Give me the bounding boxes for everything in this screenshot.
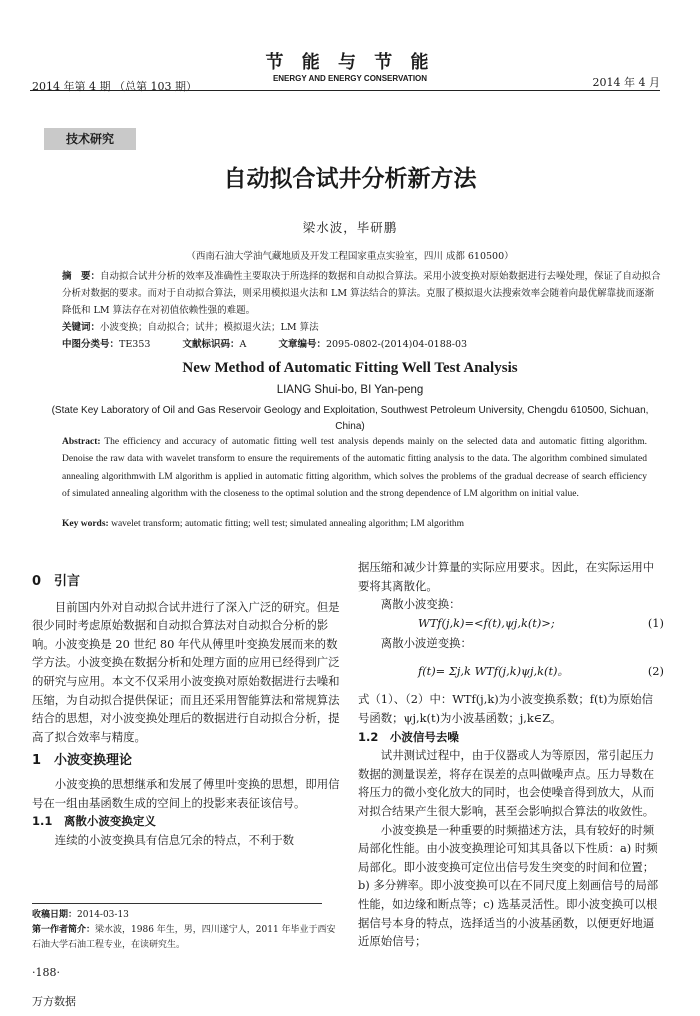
- footnote-rule: [32, 903, 322, 904]
- wavelet-theory-paragraph: 小波变换的思想继承和发展了傅里叶变换的思想，即用信号在一组由基函数生成的空间上的投影来表征该信号。: [32, 776, 340, 810]
- equation-1-number: (1): [647, 615, 664, 630]
- abstract-cn-text: 自动拟合试井分析的效率及准确性主要取决于所选择的数据和自动拟合算法。采用小波变换对原始数据进行去噪处理，保证了自动拟合分析对数据的要求。而对于自动拟合算法，则采用模拟退火法和 LM 算法结合的算法。克服了模拟退火法搜索效率会随着向最优解靠拢而逐渐降低和 LM 算法存在对初值依赖性强的难题。: [62, 271, 661, 316]
- keywords-cn-label: 关键词：: [62, 322, 101, 333]
- keywords-en-label: Key words:: [62, 519, 109, 529]
- author-bio-label: 第一作者简介：: [32, 925, 96, 935]
- author-bio: [32, 923, 342, 953]
- section-tag: 技术研究: [44, 128, 136, 150]
- issue-info: 2014 年第 4 期 （总第 103 期）: [32, 80, 197, 93]
- abstract-cn-label: 摘 要：: [62, 271, 101, 282]
- equation-2-body: f(t)= Σj,k WTf(j,k)ψj,k(t)。: [418, 664, 569, 679]
- idwt-label: 离散小波逆变换：: [380, 635, 472, 650]
- intro-paragraph: 目前国内外对自动拟合试井进行了深入广泛的研究。但是很少同时考虑原始数据和自动拟合算法对自动拟合分析的影响。小波变换是 20 世纪 80 年代从傅里叶变换发展而来的数学方法。小波变换在数据分析和处理方面的应用已经得到广泛的研究与应用。本文不仅采用小波变换对原始数据进行去噪和压缩，为自动拟合提供保证；而且还采用智能算法和常规算法结合的思想，对小波变换处理后的数据进行自动拟合分析，提高了拟合效率与精度。: [32, 599, 340, 744]
- heading-introduction: 0 引言: [32, 574, 81, 589]
- issue-date: 2014 年 4 月: [592, 76, 660, 89]
- equation-1-body: WTf(j,k)=<f(t),ψj,k(t)>;: [418, 615, 555, 630]
- authors-cn: 梁水波，毕研鹏: [302, 220, 398, 235]
- abstract-en: [62, 434, 647, 503]
- clc-value: TE353: [119, 339, 151, 350]
- abstract-en-text: The efficiency and accuracy of automatic fitting well test analysis depends mainly on the selected data and automatic fitting algorithm. Denoise the raw data with wavelet transform to ensure the requirements of the automatic fitting analysis to the data. The algorithm combined simulated annealing algorithmwith LM algorithm is applied in automatic fitting algorithm, which solves the problems of the gradual decrease of search efficiency of simulated annealing algorithm with the closeness to the optimal solution and the strong dependence of LM algorithm on initial value.: [62, 437, 647, 499]
- keywords-en-text: wavelet transform; automatic fitting; well test; simulated annealing algorithm; LM algorithm: [111, 519, 465, 529]
- clc-label: 中图分类号：: [62, 339, 120, 350]
- journal-title-en: ENERGY AND ENERGY CONSERVATION: [272, 74, 428, 83]
- dwt-label: 离散小波变换：: [380, 597, 461, 612]
- header-rule: [30, 90, 660, 91]
- abstract-en-label: Abstract:: [62, 437, 101, 447]
- article-id-value: 2095-0802-(2014)04-0188-03: [325, 339, 468, 350]
- article-id-label: 文章编号：: [278, 339, 326, 350]
- received-value: 2014-03-13: [77, 910, 129, 920]
- equation-1: [358, 614, 664, 634]
- doc-code-value: A: [239, 339, 247, 350]
- paper-title-cn: 自动拟合试井分析新方法: [223, 166, 477, 192]
- continued-paragraph: 据压缩和减少计算量的实际应用要求。因此，在实际运用中要将其离散化。: [358, 560, 655, 593]
- keywords-cn: [62, 319, 662, 336]
- denoise-paragraph-2: 小波变换是一种重要的时频描述方法，具有较好的时频局部化性能。由小波变换理论可知其具备以下性质：a) 时频局部化。即小波变换可定位出信号发生突变的时间和位置；b) 多分辨率。即小波变换可以在不同尺度上刻画信号的局部性能，如边缘和断点等；c) 选基灵活性。即小波变换可以根据信号本身的特点，选择适当的小波基函数，以便更好地逼近原始信号；: [358, 822, 659, 949]
- right-column: [358, 558, 664, 951]
- dwt-paragraph: 连续的小波变换具有信息冗余的特点，不利于数: [54, 832, 295, 847]
- received-label: 收稿日期：: [32, 910, 78, 920]
- equation-2-number: (2): [647, 664, 664, 679]
- authors-en: LIANG Shui-bo, BI Yan-peng: [276, 384, 424, 396]
- received-date: [32, 908, 342, 923]
- equation-explanation: 式（1）、（2）中：WTf(j,k)为小波变换系数；f(t)为原始信号函数；ψj,k(t)为小波基函数；j,k∈Z。: [358, 692, 654, 725]
- abstract-cn: [62, 268, 662, 319]
- author-bio-text: 梁水波，1986 年生，男，四川遂宁人，2011 年毕业于西安石油大学石油工程专业，在读研究生。: [32, 925, 336, 950]
- classification-cn: [62, 336, 662, 353]
- page-number: ·188·: [32, 966, 60, 979]
- keywords-cn-text: 小波变换；自动拟合；试井；模拟退火法；LM 算法: [100, 322, 319, 333]
- heading-wavelet-theory: 1 小波变换理论: [32, 753, 133, 769]
- affiliation-cn: （西南石油大学油气藏地质及开发工程国家重点实验室，四川 成都 610500）: [186, 251, 514, 262]
- doc-code-label: 文献标识码：: [182, 339, 240, 350]
- paper-title-en: New Method of Automatic Fitting Well Test Analysis: [182, 360, 518, 376]
- keywords-en: [62, 519, 662, 529]
- heading-dwt-definition: 1.1 离散小波变换定义: [32, 814, 156, 829]
- equation-2: [358, 656, 664, 690]
- affiliation-en: (State Key Laboratory of Oil and Gas Reservoir Geology and Exploitation, Southwest Petroleum University, Chengdu 610500, Sichuan, China): [51, 405, 649, 432]
- footnote: [32, 908, 342, 953]
- left-column: [32, 573, 340, 849]
- heading-wavelet-denoise: 1.2 小波信号去噪: [358, 729, 459, 744]
- journal-title-cn: 节 能 与 节 能: [265, 52, 435, 73]
- denoise-paragraph-1: 试井测试过程中，由于仪器或人为等原因，常引起压力数据的测量误差，将存在误差的点叫做噪声点。压力导数在将压力的微小变化放大的同时，也会使噪音得到放大，从而对拟合结果产生很大影响，甚至会影响拟合算法的收敛性。: [358, 748, 655, 818]
- watermark: 万方数据: [32, 995, 76, 1008]
